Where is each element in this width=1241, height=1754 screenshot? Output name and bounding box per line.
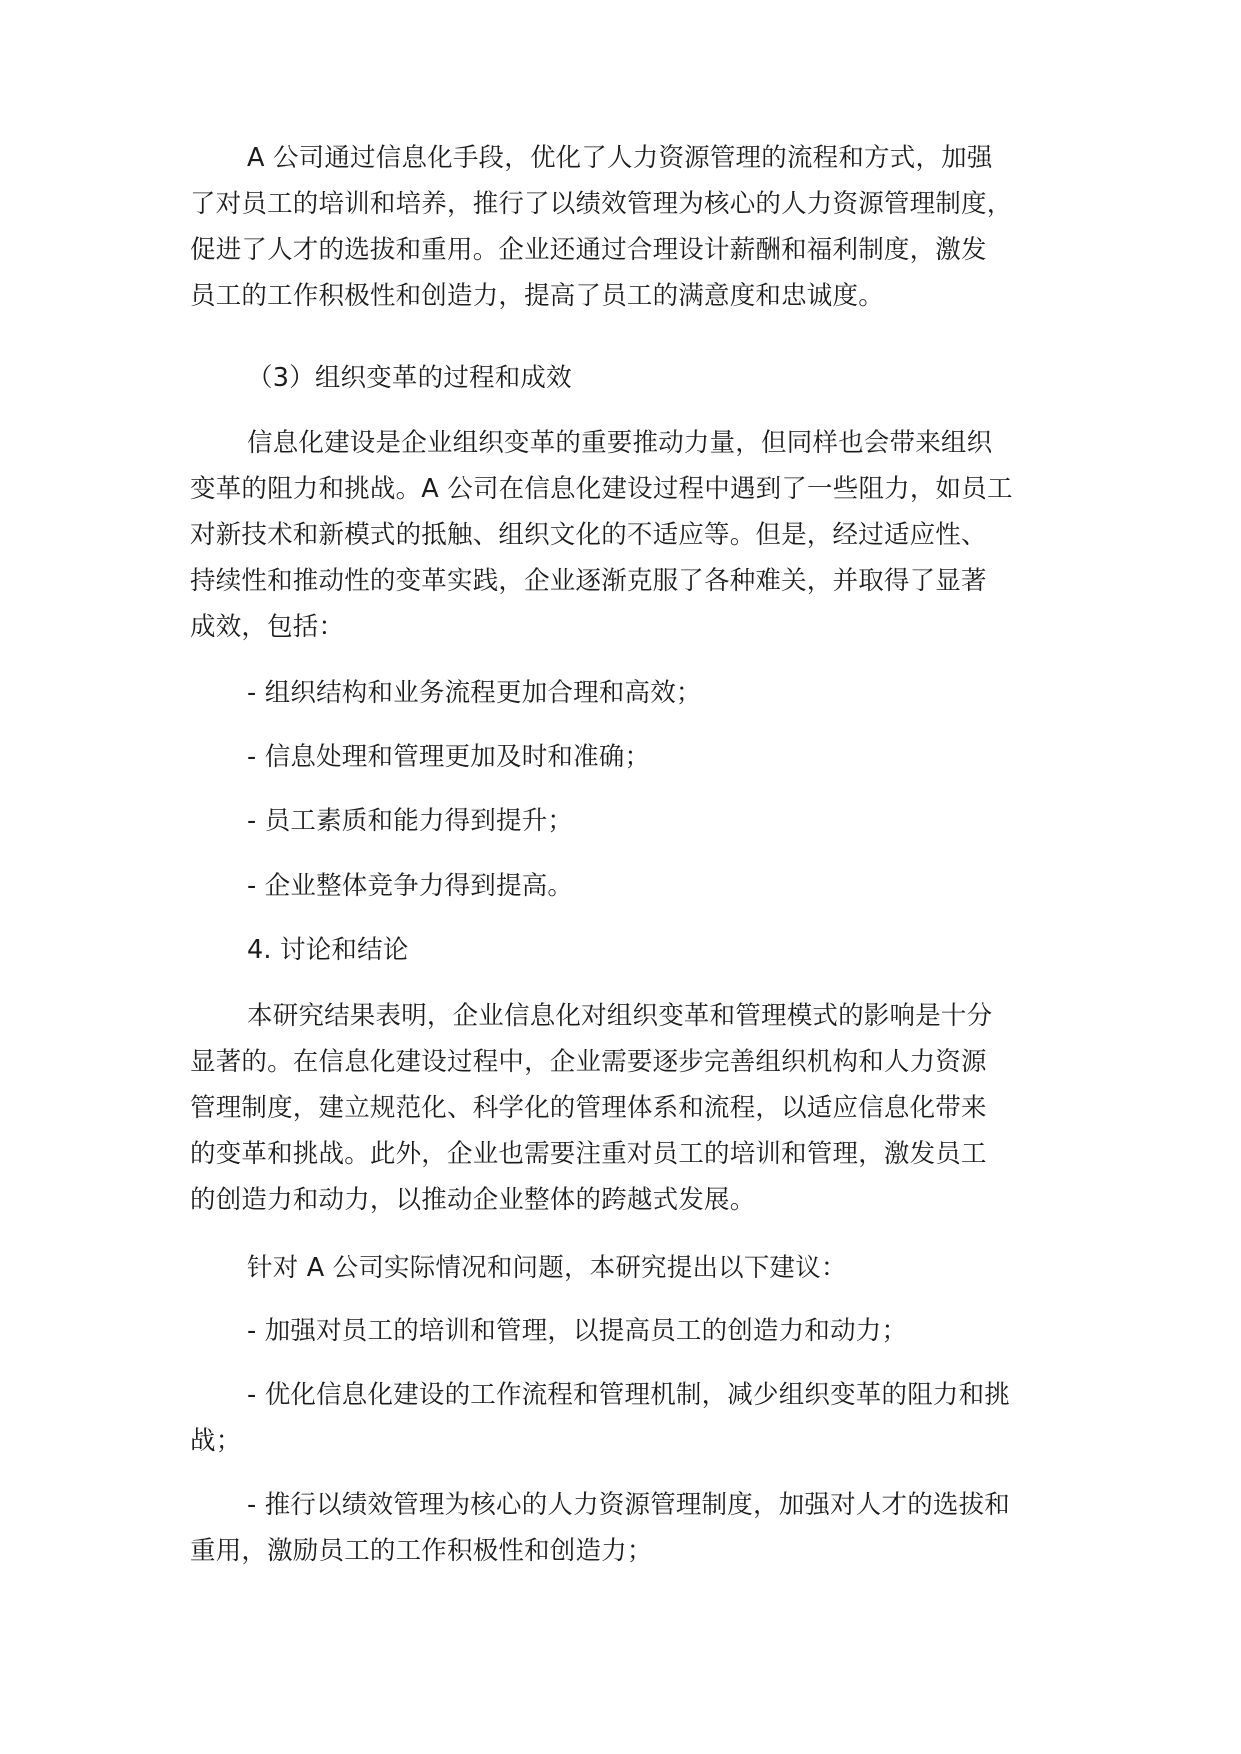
suggestion-item — [190, 1372, 1080, 1464]
list-item: - 加强对员工的培训和管理，以提高员工的创造力和动力； — [247, 1316, 908, 1346]
list-item-continuation: 重用，激励员工的工作积极性和创造力； — [190, 1536, 653, 1566]
paragraph-line: 变革的阻力和挑战。A 公司在信息化建设过程中遇到了一些阻力，如员工 — [190, 474, 1013, 504]
paragraph-conclusion — [190, 993, 1080, 1223]
paragraph-line: 持续性和推动性的变革实践，企业逐渐克服了各种难关，并取得了显著 — [190, 566, 987, 596]
section-heading-4 — [190, 927, 1080, 973]
paragraph-line: 促进了人才的选拔和重用。企业还通过合理设计薪酬和福利制度，激发 — [190, 235, 987, 265]
paragraph-org-change — [190, 420, 1080, 650]
paragraph-line: 信息化建设是企业组织变革的重要推动力量，但同样也会带来组织 — [247, 428, 993, 458]
paragraph-line: 针对 A 公司实际情况和问题，本研究提出以下建议： — [247, 1253, 847, 1283]
paragraph-line: 管理制度，建立规范化、科学化的管理体系和流程，以适应信息化带来 — [190, 1093, 987, 1123]
paragraph-line: 员工的工作积极性和创造力，提高了员工的满意度和忠诚度。 — [190, 281, 884, 311]
list-item: - 信息处理和管理更加及时和准确； — [247, 742, 651, 772]
list-item-continuation: 战； — [190, 1426, 242, 1456]
suggestion-item — [190, 1482, 1080, 1574]
section-heading-3 — [190, 355, 1080, 401]
paragraph-hr-management — [190, 135, 1080, 319]
paragraph-line: 的创造力和动力，以推动企业整体的跨越式发展。 — [190, 1185, 756, 1215]
paragraph-suggestions-intro — [190, 1245, 1080, 1291]
heading-text: （3）组织变革的过程和成效 — [247, 363, 572, 393]
paragraph-line: A 公司通过信息化手段，优化了人力资源管理的流程和方式，加强 — [247, 143, 993, 173]
list-item-results — [190, 670, 1080, 716]
list-item: - 推行以绩效管理为核心的人力资源管理制度，加强对人才的选拔和 — [247, 1490, 1011, 1520]
paragraph-line: 对新技术和新模式的抵触、组织文化的不适应等。但是，经过适应性、 — [190, 520, 987, 550]
paragraph-line: 了对员工的培训和培养，推行了以绩效管理为核心的人力资源管理制度， — [190, 189, 1013, 219]
list-item: - 优化信息化建设的工作流程和管理机制，减少组织变革的阻力和挑 — [247, 1380, 1011, 1410]
paragraph-line: 本研究结果表明，企业信息化对组织变革和管理模式的影响是十分 — [247, 1001, 993, 1031]
paragraph-line: 显著的。在信息化建设过程中，企业需要逐步完善组织机构和人力资源 — [190, 1047, 987, 1077]
paragraph-line: 成效，包括： — [190, 612, 345, 642]
heading-text: 4. 讨论和结论 — [247, 935, 409, 965]
paragraph-line: 的变革和挑战。此外，企业也需要注重对员工的培训和管理，激发员工 — [190, 1139, 987, 1169]
list-item-results — [190, 798, 1080, 844]
list-item-results — [190, 734, 1080, 780]
list-item: - 组织结构和业务流程更加合理和高效； — [247, 678, 702, 708]
list-item: - 员工素质和能力得到提升； — [247, 806, 574, 836]
list-item: - 企业整体竞争力得到提高。 — [247, 871, 574, 901]
suggestion-item — [190, 1308, 1080, 1354]
list-item-results — [190, 863, 1080, 909]
